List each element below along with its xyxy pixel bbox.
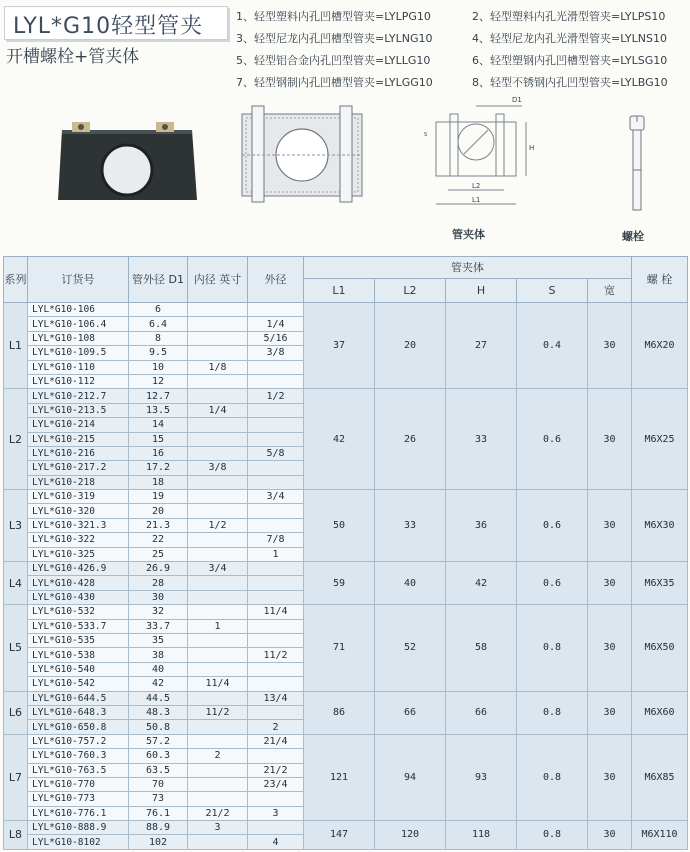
pipe-od-cell: 30 bbox=[129, 590, 188, 604]
order-no-cell: LYL*G10-533.7 bbox=[28, 619, 129, 633]
pipe-od-cell: 70 bbox=[129, 777, 188, 791]
width-cell: 30 bbox=[588, 490, 632, 562]
width-cell: 30 bbox=[588, 605, 632, 691]
dim-d1-label: D1 bbox=[512, 96, 522, 104]
order-no-cell: LYL*G10-540 bbox=[28, 662, 129, 676]
order-no-cell: LYL*G10-319 bbox=[28, 490, 129, 504]
order-no-cell: LYL*G10-532 bbox=[28, 605, 129, 619]
pipe-od-cell: 16 bbox=[129, 446, 188, 460]
inner-inch-cell: 1/4 bbox=[188, 403, 248, 417]
outer-cell: 5/8 bbox=[248, 446, 304, 460]
outer-cell: 7/8 bbox=[248, 533, 304, 547]
pipe-od-cell: 35 bbox=[129, 633, 188, 647]
inner-inch-cell: 1/2 bbox=[188, 518, 248, 532]
inner-inch-cell bbox=[188, 374, 248, 388]
outer-cell bbox=[248, 821, 304, 835]
outer-cell: 4 bbox=[248, 835, 304, 849]
s-cell: 0.6 bbox=[517, 389, 588, 490]
outer-cell bbox=[248, 619, 304, 633]
outer-cell bbox=[248, 432, 304, 446]
pipe-od-cell: 63.5 bbox=[129, 763, 188, 777]
outer-cell: 13/4 bbox=[248, 691, 304, 705]
inner-inch-cell bbox=[188, 331, 248, 345]
l1-cell: 86 bbox=[304, 691, 375, 734]
s-cell: 0.8 bbox=[517, 691, 588, 734]
header-width: 宽 bbox=[588, 279, 632, 303]
s-cell: 0.4 bbox=[517, 303, 588, 389]
inner-inch-cell: 1/8 bbox=[188, 360, 248, 374]
l1-cell: 50 bbox=[304, 490, 375, 562]
table-row bbox=[4, 691, 688, 705]
pipe-od-cell: 8 bbox=[129, 331, 188, 345]
inner-inch-cell bbox=[188, 533, 248, 547]
pipe-od-cell: 25 bbox=[129, 547, 188, 561]
inner-inch-cell bbox=[188, 346, 248, 360]
bolt-cell: M6X110 bbox=[632, 821, 688, 850]
l2-cell: 120 bbox=[375, 821, 446, 850]
pipe-od-cell: 76.1 bbox=[129, 806, 188, 820]
pipe-od-cell: 88.9 bbox=[129, 821, 188, 835]
order-no-cell: LYL*G10-322 bbox=[28, 533, 129, 547]
note-item: 6、轻型塑钢内孔凹槽型管夹=LYLSG10 bbox=[472, 54, 668, 67]
bolt-cell: M6X60 bbox=[632, 691, 688, 734]
inner-inch-cell bbox=[188, 662, 248, 676]
table-row bbox=[4, 303, 688, 317]
header-order-no: 订货号 bbox=[28, 257, 129, 303]
header-outer: 外径 bbox=[248, 257, 304, 303]
order-no-cell: LYL*G10-535 bbox=[28, 633, 129, 647]
order-no-cell: LYL*G10-757.2 bbox=[28, 734, 129, 748]
pipe-od-cell: 20 bbox=[129, 504, 188, 518]
order-no-cell: LYL*G10-109.5 bbox=[28, 346, 129, 360]
l2-cell: 66 bbox=[375, 691, 446, 734]
outer-cell bbox=[248, 475, 304, 489]
l1-cell: 37 bbox=[304, 303, 375, 389]
page-subtitle: 开槽螺栓+管夹体 bbox=[6, 47, 140, 67]
pipe-od-cell: 21.3 bbox=[129, 518, 188, 532]
order-no-cell: LYL*G10-430 bbox=[28, 590, 129, 604]
header-clamp-body: 管夹体 bbox=[304, 257, 632, 279]
page-title: LYL*G10轻型管夹 bbox=[13, 14, 204, 39]
inner-inch-cell bbox=[188, 446, 248, 460]
order-no-cell: LYL*G10-325 bbox=[28, 547, 129, 561]
inner-inch-cell bbox=[188, 504, 248, 518]
bolt-cell: M6X30 bbox=[632, 490, 688, 562]
outer-cell: 21/2 bbox=[248, 763, 304, 777]
pipe-od-cell: 10 bbox=[129, 360, 188, 374]
outer-cell bbox=[248, 576, 304, 590]
bolt-cell: M6X25 bbox=[632, 389, 688, 490]
inner-inch-cell: 11/4 bbox=[188, 677, 248, 691]
inner-inch-cell: 3 bbox=[188, 821, 248, 835]
table-row bbox=[4, 734, 688, 748]
outer-cell bbox=[248, 562, 304, 576]
order-no-cell: LYL*G10-773 bbox=[28, 792, 129, 806]
h-cell: 27 bbox=[446, 303, 517, 389]
width-cell: 30 bbox=[588, 562, 632, 605]
pipe-od-cell: 26.9 bbox=[129, 562, 188, 576]
table-row bbox=[4, 605, 688, 619]
order-no-cell: LYL*G10-212.7 bbox=[28, 389, 129, 403]
inner-inch-cell bbox=[188, 317, 248, 331]
inner-inch-cell bbox=[188, 303, 248, 317]
pipe-od-cell: 48.3 bbox=[129, 705, 188, 719]
spec-table-body bbox=[4, 303, 688, 850]
outer-cell: 21/4 bbox=[248, 734, 304, 748]
order-no-cell: LYL*G10-321.3 bbox=[28, 518, 129, 532]
inner-inch-cell bbox=[188, 432, 248, 446]
l2-cell: 40 bbox=[375, 562, 446, 605]
outer-cell bbox=[248, 461, 304, 475]
inner-inch-cell: 3/8 bbox=[188, 461, 248, 475]
order-no-cell: LYL*G10-650.8 bbox=[28, 720, 129, 734]
series-cell: L6 bbox=[4, 691, 28, 734]
header-inner-inch: 内径 英寸 bbox=[188, 257, 248, 303]
inner-inch-cell: 11/2 bbox=[188, 705, 248, 719]
outer-cell: 1 bbox=[248, 547, 304, 561]
outer-cell: 1/4 bbox=[248, 317, 304, 331]
inner-inch-cell bbox=[188, 691, 248, 705]
pipe-od-cell: 18 bbox=[129, 475, 188, 489]
order-no-cell: LYL*G10-428 bbox=[28, 576, 129, 590]
inner-inch-cell bbox=[188, 418, 248, 432]
l1-cell: 42 bbox=[304, 389, 375, 490]
order-no-cell: LYL*G10-216 bbox=[28, 446, 129, 460]
width-cell: 30 bbox=[588, 389, 632, 490]
note-item: 5、轻型铝合金内孔凹型管夹=LYLLG10 bbox=[236, 54, 431, 67]
inner-inch-cell bbox=[188, 547, 248, 561]
outer-cell: 3/8 bbox=[248, 346, 304, 360]
l1-cell: 59 bbox=[304, 562, 375, 605]
pipe-od-cell: 12.7 bbox=[129, 389, 188, 403]
pipe-od-cell: 19 bbox=[129, 490, 188, 504]
series-cell: L2 bbox=[4, 389, 28, 490]
pipe-od-cell: 28 bbox=[129, 576, 188, 590]
h-cell: 33 bbox=[446, 389, 517, 490]
note-item: 7、轻型钢制内孔凹槽型管夹=LYLGG10 bbox=[236, 76, 433, 89]
pipe-od-cell: 60.3 bbox=[129, 749, 188, 763]
s-cell: 0.6 bbox=[517, 490, 588, 562]
outer-cell bbox=[248, 792, 304, 806]
outer-cell bbox=[248, 590, 304, 604]
order-no-cell: LYL*G10-888.9 bbox=[28, 821, 129, 835]
order-no-cell: LYL*G10-108 bbox=[28, 331, 129, 345]
inner-inch-cell bbox=[188, 763, 248, 777]
outer-cell: 11/2 bbox=[248, 648, 304, 662]
outer-cell bbox=[248, 749, 304, 763]
inner-inch-cell bbox=[188, 777, 248, 791]
outer-cell: 1/2 bbox=[248, 389, 304, 403]
inner-inch-cell bbox=[188, 734, 248, 748]
outer-cell bbox=[248, 518, 304, 532]
caption-bolt: 螺栓 bbox=[622, 230, 644, 243]
width-cell: 30 bbox=[588, 303, 632, 389]
spec-table-wrapper bbox=[3, 256, 687, 850]
order-no-cell: LYL*G10-8102 bbox=[28, 835, 129, 849]
outer-cell bbox=[248, 303, 304, 317]
pipe-od-cell: 12 bbox=[129, 374, 188, 388]
outer-cell bbox=[248, 705, 304, 719]
note-item: 8、轻型不锈钢内孔凹型管夹=LYLBG10 bbox=[472, 76, 668, 89]
header-bolt: 螺 栓 bbox=[632, 257, 688, 303]
order-no-cell: LYL*G10-215 bbox=[28, 432, 129, 446]
pipe-od-cell: 6 bbox=[129, 303, 188, 317]
pipe-od-cell: 44.5 bbox=[129, 691, 188, 705]
s-cell: 0.6 bbox=[517, 562, 588, 605]
h-cell: 66 bbox=[446, 691, 517, 734]
outer-cell bbox=[248, 633, 304, 647]
series-cell: L3 bbox=[4, 490, 28, 562]
l2-cell: 20 bbox=[375, 303, 446, 389]
outer-cell bbox=[248, 418, 304, 432]
pipe-od-cell: 9.5 bbox=[129, 346, 188, 360]
l2-cell: 26 bbox=[375, 389, 446, 490]
outer-cell bbox=[248, 677, 304, 691]
order-no-cell: LYL*G10-320 bbox=[28, 504, 129, 518]
l1-cell: 71 bbox=[304, 605, 375, 691]
l2-cell: 94 bbox=[375, 734, 446, 820]
series-cell: L7 bbox=[4, 734, 28, 820]
inner-inch-cell: 2 bbox=[188, 749, 248, 763]
s-cell: 0.8 bbox=[517, 821, 588, 850]
note-item: 4、轻型尼龙内孔光滑型管夹=LYLNS10 bbox=[472, 32, 667, 45]
outer-cell: 2 bbox=[248, 720, 304, 734]
note-item: 1、轻型塑料内孔凹槽型管夹=LYLPG10 bbox=[236, 10, 431, 23]
table-row bbox=[4, 821, 688, 835]
outer-cell: 11/4 bbox=[248, 605, 304, 619]
width-cell: 30 bbox=[588, 734, 632, 820]
inner-inch-cell bbox=[188, 590, 248, 604]
header-s: S bbox=[517, 279, 588, 303]
order-no-cell: LYL*G10-648.3 bbox=[28, 705, 129, 719]
pipe-od-cell: 42 bbox=[129, 677, 188, 691]
header-series: 系列 bbox=[4, 257, 28, 303]
outer-cell: 23/4 bbox=[248, 777, 304, 791]
pipe-od-cell: 73 bbox=[129, 792, 188, 806]
order-no-cell: LYL*G10-218 bbox=[28, 475, 129, 489]
l2-cell: 33 bbox=[375, 490, 446, 562]
series-cell: L5 bbox=[4, 605, 28, 691]
pipe-od-cell: 50.8 bbox=[129, 720, 188, 734]
dim-l1-label: L1 bbox=[472, 196, 481, 204]
inner-inch-cell bbox=[188, 835, 248, 849]
outer-cell bbox=[248, 504, 304, 518]
pipe-od-cell: 38 bbox=[129, 648, 188, 662]
header-l2: L2 bbox=[375, 279, 446, 303]
order-no-cell: LYL*G10-644.5 bbox=[28, 691, 129, 705]
pipe-od-cell: 32 bbox=[129, 605, 188, 619]
pipe-od-cell: 15 bbox=[129, 432, 188, 446]
order-no-cell: LYL*G10-106.4 bbox=[28, 317, 129, 331]
l2-cell: 52 bbox=[375, 605, 446, 691]
width-cell: 30 bbox=[588, 821, 632, 850]
outer-cell: 3 bbox=[248, 806, 304, 820]
outer-cell bbox=[248, 360, 304, 374]
order-no-cell: LYL*G10-110 bbox=[28, 360, 129, 374]
inner-inch-cell bbox=[188, 475, 248, 489]
order-no-cell: LYL*G10-217.2 bbox=[28, 461, 129, 475]
inner-inch-cell bbox=[188, 633, 248, 647]
spec-table bbox=[3, 256, 688, 850]
table-row bbox=[4, 562, 688, 576]
order-no-cell: LYL*G10-106 bbox=[28, 303, 129, 317]
s-cell: 0.8 bbox=[517, 605, 588, 691]
outer-cell bbox=[248, 662, 304, 676]
pipe-od-cell: 40 bbox=[129, 662, 188, 676]
order-no-cell: LYL*G10-426.9 bbox=[28, 562, 129, 576]
outer-cell: 5/16 bbox=[248, 331, 304, 345]
inner-inch-cell: 3/4 bbox=[188, 562, 248, 576]
s-cell: 0.8 bbox=[517, 734, 588, 820]
dim-l2-label: L2 bbox=[472, 182, 481, 190]
inner-inch-cell bbox=[188, 389, 248, 403]
pipe-od-cell: 13.5 bbox=[129, 403, 188, 417]
header-pipe-od: 管外径 D1 bbox=[129, 257, 188, 303]
pipe-od-cell: 57.2 bbox=[129, 734, 188, 748]
bolt-cell: M6X85 bbox=[632, 734, 688, 820]
bolt-drawing bbox=[622, 114, 652, 214]
order-no-cell: LYL*G10-770 bbox=[28, 777, 129, 791]
clamp-photo bbox=[52, 110, 202, 210]
series-cell: L4 bbox=[4, 562, 28, 605]
h-cell: 36 bbox=[446, 490, 517, 562]
order-no-cell: LYL*G10-542 bbox=[28, 677, 129, 691]
series-cell: L1 bbox=[4, 303, 28, 389]
inner-inch-cell bbox=[188, 720, 248, 734]
order-no-cell: LYL*G10-763.5 bbox=[28, 763, 129, 777]
inner-inch-cell bbox=[188, 792, 248, 806]
section-drawing bbox=[222, 100, 382, 210]
width-cell: 30 bbox=[588, 691, 632, 734]
order-no-cell: LYL*G10-776.1 bbox=[28, 806, 129, 820]
outer-cell: 3/4 bbox=[248, 490, 304, 504]
l1-cell: 121 bbox=[304, 734, 375, 820]
h-cell: 93 bbox=[446, 734, 517, 820]
inner-inch-cell: 1 bbox=[188, 619, 248, 633]
order-no-cell: LYL*G10-538 bbox=[28, 648, 129, 662]
pipe-od-cell: 33.7 bbox=[129, 619, 188, 633]
inner-inch-cell bbox=[188, 490, 248, 504]
inner-inch-cell: 21/2 bbox=[188, 806, 248, 820]
outer-cell bbox=[248, 403, 304, 417]
order-no-cell: LYL*G10-214 bbox=[28, 418, 129, 432]
order-no-cell: LYL*G10-213.5 bbox=[28, 403, 129, 417]
header-h: H bbox=[446, 279, 517, 303]
h-cell: 118 bbox=[446, 821, 517, 850]
pipe-od-cell: 22 bbox=[129, 533, 188, 547]
pipe-od-cell: 14 bbox=[129, 418, 188, 432]
title-box bbox=[4, 6, 228, 40]
header-panel bbox=[0, 0, 690, 250]
series-cell: L8 bbox=[4, 821, 28, 850]
order-no-cell: LYL*G10-112 bbox=[28, 374, 129, 388]
l1-cell: 147 bbox=[304, 821, 375, 850]
note-item: 3、轻型尼龙内孔凹槽型管夹=LYLNG10 bbox=[236, 32, 433, 45]
outer-cell bbox=[248, 374, 304, 388]
header-l1: L1 bbox=[304, 279, 375, 303]
table-row bbox=[4, 389, 688, 403]
dim-s-label: S bbox=[424, 132, 428, 138]
h-cell: 42 bbox=[446, 562, 517, 605]
caption-clamp-body: 管夹体 bbox=[452, 228, 485, 241]
inner-inch-cell bbox=[188, 605, 248, 619]
bolt-cell: M6X35 bbox=[632, 562, 688, 605]
inner-inch-cell bbox=[188, 648, 248, 662]
inner-inch-cell bbox=[188, 576, 248, 590]
table-row bbox=[4, 490, 688, 504]
pipe-od-cell: 102 bbox=[129, 835, 188, 849]
order-no-cell: LYL*G10-760.3 bbox=[28, 749, 129, 763]
bolt-cell: M6X50 bbox=[632, 605, 688, 691]
dim-h-label: H bbox=[529, 144, 535, 152]
note-item: 2、轻型塑料内孔光滑型管夹=LYLPS10 bbox=[472, 10, 666, 23]
bolt-cell: M6X20 bbox=[632, 303, 688, 389]
h-cell: 58 bbox=[446, 605, 517, 691]
pipe-od-cell: 17.2 bbox=[129, 461, 188, 475]
pipe-od-cell: 6.4 bbox=[129, 317, 188, 331]
dimension-drawing bbox=[408, 92, 538, 218]
